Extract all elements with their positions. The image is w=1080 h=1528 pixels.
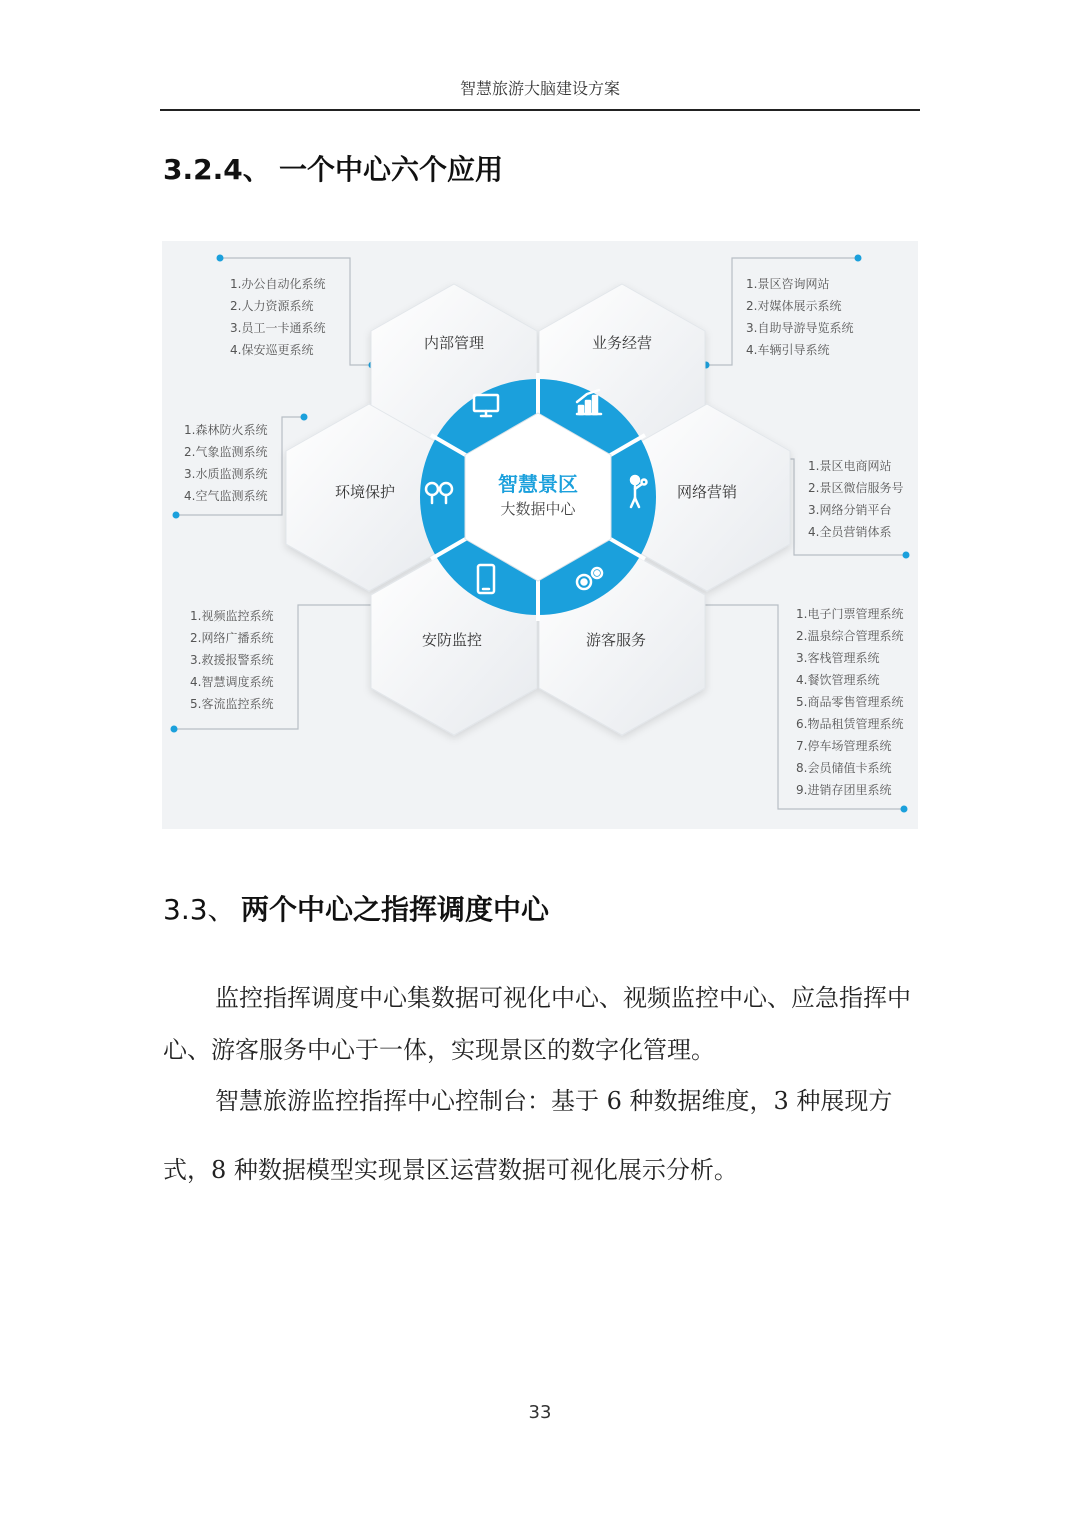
module-item-security: 3.救援报警系统 (190, 653, 274, 667)
module-item-visitor: 9.进销存团里系统 (796, 783, 892, 797)
module-item-visitor: 7.停车场管理系统 (796, 739, 892, 753)
module-item-environment: 1.森林防火系统 (184, 423, 268, 437)
page-header: 智慧旅游大脑建设方案 (459, 79, 620, 98)
module-item-environment: 3.水质监测系统 (184, 467, 268, 481)
section-title-3-3 (163, 888, 549, 928)
module-label-internal: 内部管理 (423, 334, 485, 352)
section-number: 3.2.4、 (163, 153, 271, 186)
section-heading: 两个中心之指挥调度中心 (241, 893, 550, 926)
header-rule (160, 109, 920, 111)
module-label-visitor: 游客服务 (585, 631, 647, 649)
module-item-internal: 2.人力资源系统 (230, 299, 314, 313)
module-item-visitor: 1.电子门票管理系统 (796, 607, 904, 621)
module-item-visitor: 3.客栈管理系统 (796, 651, 880, 665)
module-item-business: 1.景区咨询网站 (746, 277, 830, 291)
module-item-security: 2.网络广播系统 (190, 631, 274, 645)
module-item-security: 1.视频监控系统 (190, 609, 274, 623)
paragraph-command-center: 监控指挥调度中心集数据可视化中心、视频监控中心、应急指挥中心、游客服务中心于一体，实现景区的数字化管理。 (163, 984, 911, 1064)
module-item-marketing: 2.景区微信服务号 (808, 481, 904, 495)
module-item-business: 2.对媒体展示系统 (746, 299, 842, 313)
module-item-marketing: 1.景区电商网站 (808, 459, 892, 473)
module-item-marketing: 3.网络分销平台 (808, 503, 892, 517)
module-item-security: 5.客流监控系统 (190, 697, 274, 711)
module-label-business: 业务经营 (591, 334, 653, 352)
paragraph-console-line-2: 式，8 种数据模型实现景区运营数据可视化展示分析。 (163, 1156, 738, 1184)
module-item-visitor: 5.商品零售管理系统 (796, 695, 904, 709)
center-title: 智慧景区 (498, 472, 578, 496)
paragraph-console-line-1: 智慧旅游监控指挥中心控制台：基于 6 种数据维度，3 种展现方 (215, 1087, 893, 1115)
module-item-internal: 4.保安巡更系统 (230, 343, 314, 357)
module-item-environment: 2.气象监测系统 (184, 445, 268, 459)
module-label-marketing: 网络营销 (676, 483, 738, 501)
section-number: 3.3、 (163, 893, 236, 926)
module-item-visitor: 6.物品租赁管理系统 (796, 717, 904, 731)
section-heading: 一个中心六个应用 (279, 153, 504, 186)
module-label-environment: 环境保护 (334, 483, 396, 501)
module-item-business: 4.车辆引导系统 (746, 343, 830, 357)
hexagon-diagram (162, 241, 918, 829)
module-item-security: 4.智慧调度系统 (190, 675, 274, 689)
center-subtitle: 大数据中心 (500, 500, 576, 518)
module-item-marketing: 4.全员营销体系 (808, 525, 892, 539)
module-item-environment: 4.空气监测系统 (184, 489, 268, 503)
module-item-internal: 1.办公自动化系统 (230, 277, 326, 291)
module-item-visitor: 2.温泉综合管理系统 (796, 629, 904, 643)
module-item-business: 3.自助导游导览系统 (746, 321, 854, 335)
section-title-3-2-4 (163, 148, 503, 188)
module-item-internal: 3.员工一卡通系统 (230, 321, 326, 335)
module-item-visitor: 4.餐饮管理系统 (796, 673, 880, 687)
module-label-security: 安防监控 (421, 631, 483, 649)
page-number: 33 (528, 1402, 552, 1423)
module-item-visitor: 8.会员储值卡系统 (796, 761, 892, 775)
diagram-figure (162, 241, 918, 829)
